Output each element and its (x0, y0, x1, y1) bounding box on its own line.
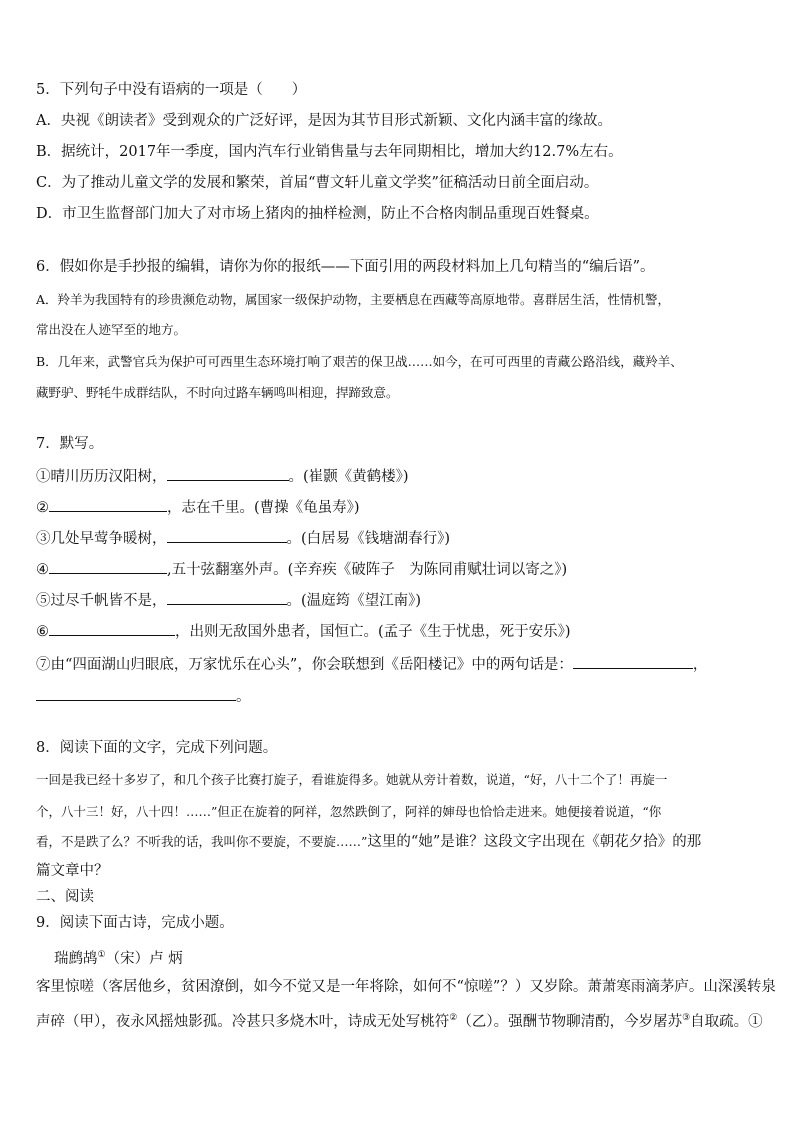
q9-poem-name: 瑞鹧鸪 (54, 950, 98, 967)
q7-item-7 (36, 654, 707, 675)
q7-stem: 7．默写。 (36, 436, 104, 452)
q7-item-4-text-b: ,五十弦翻塞外声。(辛弃疾《破阵子 为陈同甫赋壮词以寄之》) (167, 562, 568, 578)
q8-passage-quote-end: 看，不是跌了么？不听我的话，我叫你不要旋，不要旋……” (36, 834, 368, 849)
q7-item-2-text-a: ② (36, 500, 49, 516)
q7-item-3-blank[interactable] (167, 528, 287, 543)
q7-item-2 (36, 497, 360, 518)
q7-item-4-text-a: ④ (36, 562, 49, 578)
q9-poem-line2-b: （乙）。强酬节物聊清酌，今岁屠苏 (457, 1013, 683, 1030)
q8-question: 这里的“她”是谁？这段文字出现在《朝花夕拾》的那 (367, 834, 702, 850)
q7-item-7-text-a: ⑦由“四面湖山归眼底，万家忧乐在心头”，你会联想到《岳阳楼记》中的两句话是： (36, 657, 573, 673)
q7-item-4 (36, 559, 567, 580)
q7-item-1-blank[interactable] (167, 466, 289, 481)
q9-poem-line1: 客里惊嗟（客居他乡，贫困潦倒，如今不觉又是一年将除，如何不“惊嗟”？）又岁除。萧萧寒雨滴茅庐。山深溪转泉 (36, 979, 776, 995)
q7-item-2-text-b: ，志在千里。(曹操《龟虽寿》) (167, 500, 360, 516)
q7-item-3-text-b: 。(白居易《钱塘湖春行》) (286, 531, 451, 547)
q9-stem: 9．阅读下面古诗，完成小题。 (36, 915, 234, 931)
q6-material-b-line2: 藏野驴、野牦牛成群结队，不时向过路车辆鸣叫相迎，捍蹄致意。 (36, 385, 399, 400)
q7-item-7-blank-2[interactable] (36, 686, 236, 701)
q7-item-6-text-a: ⑥ (36, 624, 49, 640)
q9-poem-line2-c: 自取疏。① (690, 1013, 763, 1030)
q5-option-b: B．据统计，2017年一季度，国内汽车行业销售量与去年同期相比，增加大约12.7%左右。 (36, 144, 623, 160)
q6-stem: 6．假如你是手抄报的编辑，请你为你的报纸——下面引用的两段材料加上几句精当的“编后语”。 (36, 259, 655, 275)
q8-question-end: 篇文章中？ (36, 863, 109, 879)
q6-material-b-line1: B．几年来，武警官兵为保护可可西里生态环境打响了艰苦的保卫战……如今，在可可西里的青藏公路沿线，藏羚羊、 (36, 354, 683, 369)
q8-passage-line1: 一回是我已经十多岁了，和几个孩子比赛打旋子，看谁旋得多。她就从旁计着数，说道，“好，八十二个了！再旋一 (36, 772, 668, 787)
q7-item-5-text-b: 。(温庭筠《望江南》) (286, 593, 422, 609)
q7-item-2-blank[interactable] (49, 497, 167, 512)
q7-item-1 (36, 466, 409, 487)
q5-stem: 5．下列句子中没有语病的一项是（ ） (36, 82, 307, 98)
q7-item-7-end: 。 (236, 689, 251, 705)
q7-item-7-blank-1[interactable] (573, 654, 693, 669)
q6-material-a-line2: 常出没在人迹罕至的地方。 (36, 322, 187, 337)
q7-item-1-text-b: 。(崔颢《黄鹤楼》) (288, 469, 409, 485)
q8-passage-line2: 个，八十三！好，八十四！……”但正在旋着的阿祥，忽然跌倒了，阿祥的婶母也恰恰走进来。她便接着说道，“你 (36, 804, 662, 819)
q7-item-7-text-b: ， (692, 657, 708, 673)
q7-item-1-text-a: ①晴川历历汉阳树， (36, 469, 167, 485)
q7-item-5 (36, 590, 421, 611)
q7-item-3 (36, 528, 450, 549)
q7-item-3-text-a: ③几处早莺争暖树， (36, 531, 167, 547)
q7-item-5-blank[interactable] (167, 590, 287, 605)
q9-note-3-marker: ③ (682, 1013, 691, 1023)
q7-item-6-blank[interactable] (49, 621, 175, 636)
q9-note-2-marker: ② (449, 1013, 458, 1023)
q9-poem-author: （宋）卢 炳 (105, 950, 183, 967)
q9-poem-title (54, 945, 183, 969)
q5-option-a: A．央视《朗读者》受到观众的广泛好评，是因为其节目形式新颖、文化内涵丰富的缘故。 (36, 113, 612, 129)
section-2-heading: 二、阅读 (36, 889, 94, 905)
q9-poem-line2 (36, 1008, 763, 1032)
q7-item-6-text-b: ，出则无敌国外患者，国恒亡。(孟子《生于忧患，死于安乐》) (175, 624, 571, 640)
q8-stem: 8．阅读下面的文字，完成下列问题。 (36, 740, 278, 756)
q5-option-c: C．为了推动儿童文学的发展和繁荣，首届“曹文轩儿童文学奖”征稿活动日前全面启动。 (36, 175, 599, 191)
q7-item-6 (36, 621, 571, 642)
q7-item-4-blank[interactable] (49, 559, 167, 574)
q8-passage-line3 (36, 832, 701, 852)
q7-item-7-continued (36, 686, 251, 707)
q7-item-5-text-a: ⑤过尽千帆皆不是， (36, 593, 167, 609)
q5-option-d: D．市卫生监督部门加大了对市场上猪肉的抽样检测，防止不合格肉制品重现百姓餐桌。 (36, 206, 599, 222)
q9-note-1-marker: ① (97, 950, 106, 960)
q9-poem-line2-a: 声碎（甲），夜永风摇烛影孤。冷甚只多烧木叶，诗成无处写桃符 (36, 1013, 450, 1030)
q6-material-a-line1: A．羚羊为我国特有的珍贵濒危动物，属国家一级保护动物，主要栖息在西藏等高原地带。喜群居生活，性情机警， (36, 292, 671, 307)
